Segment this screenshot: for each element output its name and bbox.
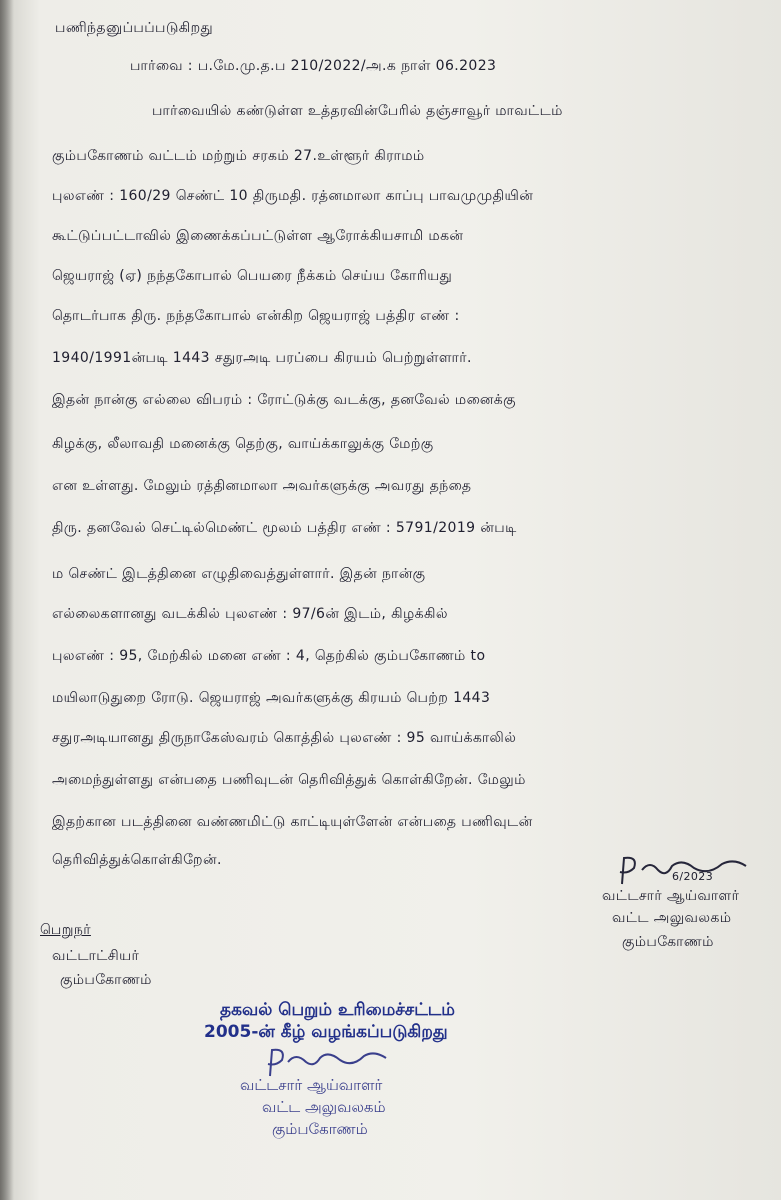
letter-line: கிழக்கு, லீலாவதி மனைக்கு தெற்கு, வாய்க்காலுக்கு மேற்கு <box>52 436 434 452</box>
letter-heading: பணிந்தனுப்பப்படுகிறது <box>55 20 214 36</box>
signature-office: வட்ட அலுவலகம் <box>612 910 732 926</box>
recipient-title: வட்டாட்சியர் <box>52 948 140 964</box>
page-edge-shadow <box>0 0 14 1200</box>
signature-date: 6/2023 <box>672 870 714 883</box>
letter-line: எல்லைகளானது வடக்கில் புலஎண் : 97/6ன் இடம், கிழக்கில் <box>52 606 448 622</box>
stamp-title: வட்டசார் ஆய்வாளர் <box>240 1076 383 1094</box>
reference-line: பார்வை : ப.மே.மு.த.ப 210/2022/அ.க நாள் 06.2023 <box>130 58 497 74</box>
letter-line: பார்வையில் கண்டுள்ள உத்தரவின்பேரில் தஞ்சாவூர் மாவட்டம் <box>152 103 563 119</box>
letter-line: சதுரஅடியானது திருநாகேஸ்வரம் கொத்தில் புலஎண் : 95 வாய்க்காலில் <box>52 730 517 746</box>
rti-stamp-line2: 2005-ன் கீழ் வழங்கப்படுகிறது <box>204 1022 448 1042</box>
stamp-office: வட்ட அலுவலகம் <box>262 1098 386 1116</box>
letter-line: 1940/1991ன்படி 1443 சதுரஅடி பரப்பை கிரயம் பெற்றுள்ளார். <box>52 350 472 366</box>
letter-line: ம செண்ட் இடத்தினை எழுதிவைத்துள்ளார். இதன் நான்கு <box>52 566 426 582</box>
letter-line: கூட்டுப்பட்டாவில் இணைக்கப்பட்டுள்ள ஆரோக்கியசாமி மகன் <box>52 228 464 244</box>
letter-line: தொடர்பாக திரு. நந்தகோபால் என்கிற ஜெயராஜ் பத்திர எண் : <box>52 308 460 324</box>
letter-line: புலஎண் : 160/29 செண்ட் 10 திருமதி. ரத்னமாலா காப்பு பாவமுமுதியின் <box>52 188 534 204</box>
letter-line: மயிலாடுதுறை ரோடு. ஜெயராஜ் அவர்களுக்கு கிரயம் பெற்ற 1443 <box>52 690 491 706</box>
stamp-place: கும்பகோணம் <box>272 1120 368 1138</box>
rti-stamp-line1: தகவல் பெறும் உரிமைச்சட்டம் <box>220 1000 455 1020</box>
letter-line: கும்பகோணம் வட்டம் மற்றும் சரகம் 27.உள்ளூர் கிராமம் <box>52 148 425 164</box>
recipient-label: பெறுநர் <box>40 922 91 938</box>
letter-line: இதன் நான்கு எல்லை விபரம் : ரோட்டுக்கு வடக்கு, தனவேல் மனைக்கு <box>52 392 516 408</box>
letter-line: ஜெயராஜ் (ஏ) நந்தகோபால் பெயரை நீக்கம் செய்ய கோரியது <box>52 268 453 284</box>
letter-line: திரு. தனவேல் செட்டில்மெண்ட் மூலம் பத்திர எண் : 5791/2019 ன்படி <box>52 520 517 536</box>
letter-line: தெரிவித்துக்கொள்கிறேன். <box>52 852 222 868</box>
letter-line: புலஎண் : 95, மேற்கில் மனை எண் : 4, தெற்கில் கும்பகோணம் to <box>52 648 486 664</box>
signature-stamp <box>262 1046 392 1080</box>
recipient-place: கும்பகோணம் <box>60 972 152 988</box>
signature-place: கும்பகோணம் <box>622 934 714 950</box>
letter-line: அமைந்துள்ளது என்பதை பணிவுடன் தெரிவித்துக் கொள்கிறேன். மேலும் <box>52 772 526 788</box>
letter-line: என உள்ளது. மேலும் ரத்தினமாலா அவர்களுக்கு அவரது தந்தை <box>52 478 472 494</box>
signature-title: வட்டசார் ஆய்வாளர் <box>602 888 740 904</box>
letter-line: இதற்கான படத்தினை வண்ணமிட்டு காட்டியுள்ளேன் என்பதை பணிவுடன் <box>52 814 533 830</box>
